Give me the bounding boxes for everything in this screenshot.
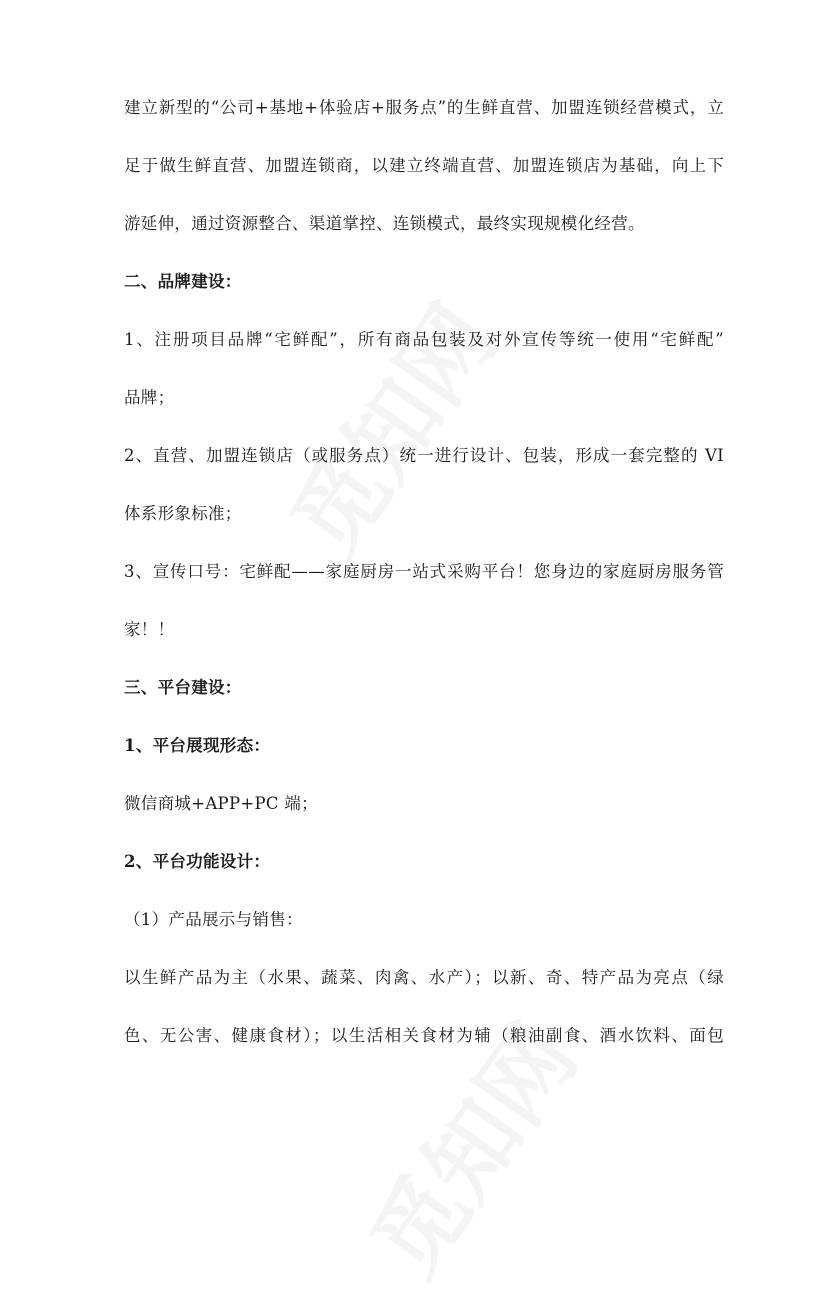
paragraph-line: 3、宣传口号：宅鲜配——家庭厨房一站式采购平台！您身边的家庭厨房服务管 [124, 562, 724, 581]
subsection-heading-function: 2、平台功能设计： [124, 852, 271, 871]
paragraph-line: 微信商城+APP+PC 端； [124, 794, 318, 813]
paragraph-line: 建立新型的“公司+基地+体验店+服务点”的生鲜直营、加盟连锁经营模式，立 [124, 98, 724, 117]
paragraph-line: 色、无公害、健康食材）；以生活相关食材为辅（粮油副食、酒水饮料、面包 [124, 1026, 724, 1045]
paragraph-line: 2、直营、加盟连锁店（或服务点）统一进行设计、包装，形成一套完整的 VI [124, 446, 724, 465]
section-heading-brand: 二、品牌建设： [124, 272, 242, 291]
paragraph-line: 以生鲜产品为主（水果、蔬菜、肉禽、水产）；以新、奇、特产品为亮点（绿 [124, 968, 724, 987]
paragraph-line: 1、注册项目品牌“宅鲜配”，所有商品包装及对外宣传等统一使用“宅鲜配” [124, 330, 724, 349]
subsection-heading-form: 1、平台展现形态： [124, 736, 271, 755]
paragraph-line: 品牌； [124, 388, 175, 407]
watermark [255, 275, 521, 577]
paragraph-line: 游延伸，通过资源整合、渠道掌控、连锁模式，最终实现规模化经营。 [124, 214, 645, 233]
paragraph-line: 体系形象标准； [124, 504, 242, 523]
list-item-heading: （1）产品展示与销售： [124, 910, 303, 929]
section-heading-platform: 三、平台建设： [124, 678, 242, 697]
paragraph-line: 足于做生鲜直营、加盟连锁商，以建立终端直营、加盟连锁店为基础，向上下 [124, 156, 724, 175]
paragraph-line: 家！！ [124, 620, 175, 639]
